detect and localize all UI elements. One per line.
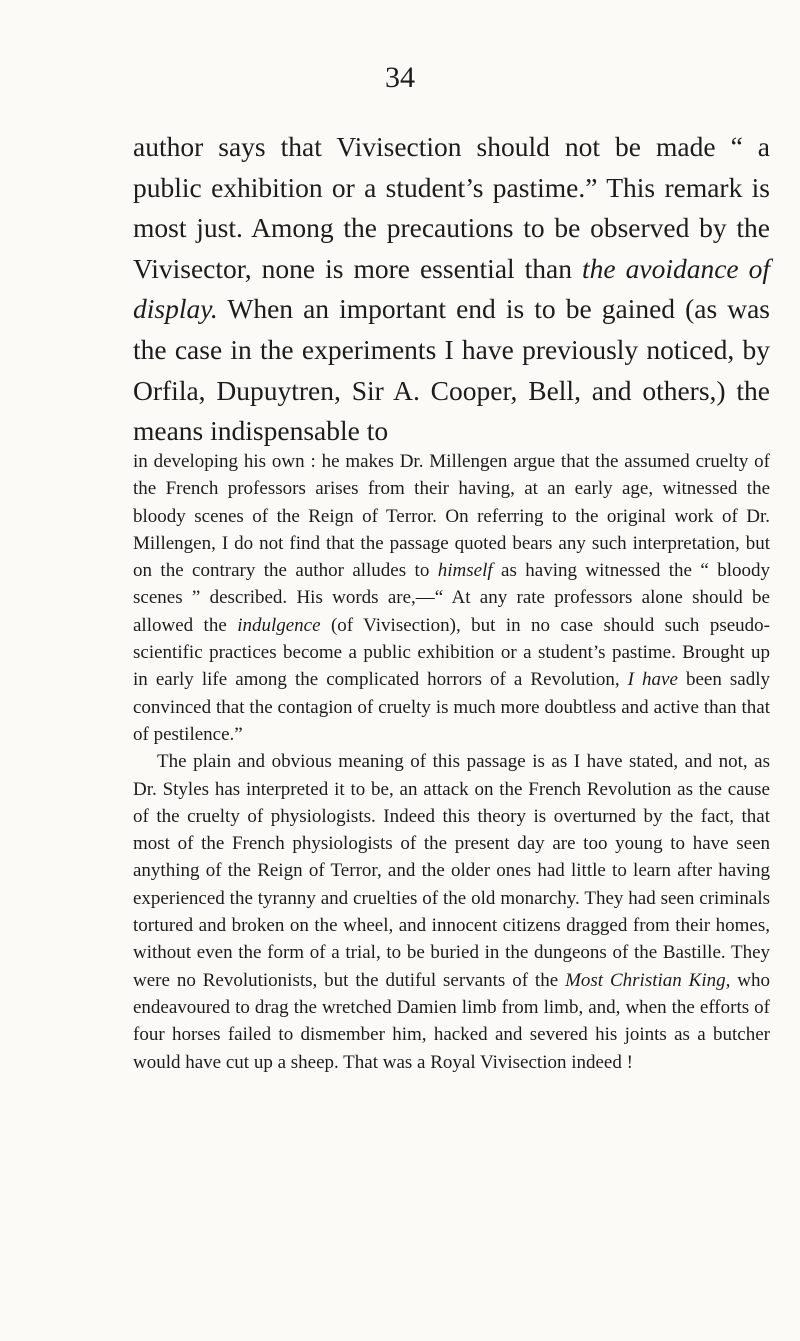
main-paragraph xyxy=(133,127,770,452)
note-text-segment: in developing his own : he makes Dr. Millengen argue that the assumed cruelty of the French professors arises from their having, at an early age, witnessed the bloody scenes of the Reign of Terror. On referring to the original work of Dr. Millengen, I do not find that the passage quoted bears any such interpretation, but on the contrary the author alludes to xyxy=(133,451,770,582)
note-text-segment: The plain and obvious meaning of this passage is as I have stated, and not, as Dr. Styles has interpreted it to be, an attack on the French Revolution as the cause of the cruelty of physiologists. Indeed this theory is overturned by the fact, that most of the French physiologists of the present day are too young to have seen anything of the Reign of Terror, and the older ones had little to learn after having experienced the tyranny and cruelties of the old monarchy. They had seen criminals tortured and broken on the wheel, and innocent citizens dragged from their homes, without even the form of a trial, to be buried in the dungeons of the Bastille. They were no Revolutionists, but the dutiful servants of the xyxy=(133,751,770,991)
note-text-segment: been sadly convinced that the contagion of cruelty is much more doubtless and active than that of pestilence.” xyxy=(133,669,770,745)
footnote-paragraph-1 xyxy=(133,448,770,748)
note-text-segment: as having witnessed the “ bloody scenes ” described. His words are,—“ At any rate professors alone should be allowed the xyxy=(133,560,771,636)
note-italic-word: I have xyxy=(627,669,678,691)
note-italic-phrase: Most Christian King, xyxy=(565,969,731,991)
main-italic-phrase: the avoidance of display. xyxy=(133,252,771,325)
note-text-segment: (of Vivisection), but in no case should such pseudo-scientific practices become a public exhibition or a student’s pastime. Brought up in early life among the complicated horrors of a Revolution, xyxy=(133,614,771,691)
note-italic-word: indulgence xyxy=(237,614,321,636)
footnote xyxy=(133,448,770,1076)
main-text-segment: author says that Vivisection should not be made “ a public exhibition or a student’s pastime.” This remark is most just. Among the precautions to be observed by the Vivisector, none is more essential than xyxy=(133,131,770,284)
footnote-paragraph-2 xyxy=(133,748,770,1076)
page-number: 34 xyxy=(385,61,415,94)
note-text-segment: who endeavoured to drag the wretched Damien limb from limb, and, when the efforts of four horses failed to dismember him, hacked and severed his joints as a butcher would have cut up a sheep. That was a Royal Vivisection indeed ! xyxy=(133,969,771,1073)
main-text-segment: When an important end is to be gained (as was the case in the experiments I have previously noticed, by Orfila, Dupuytren, Sir A. Cooper, Bell, and others,) the means indispensable to xyxy=(133,293,770,447)
note-italic-word: himself xyxy=(437,560,493,582)
